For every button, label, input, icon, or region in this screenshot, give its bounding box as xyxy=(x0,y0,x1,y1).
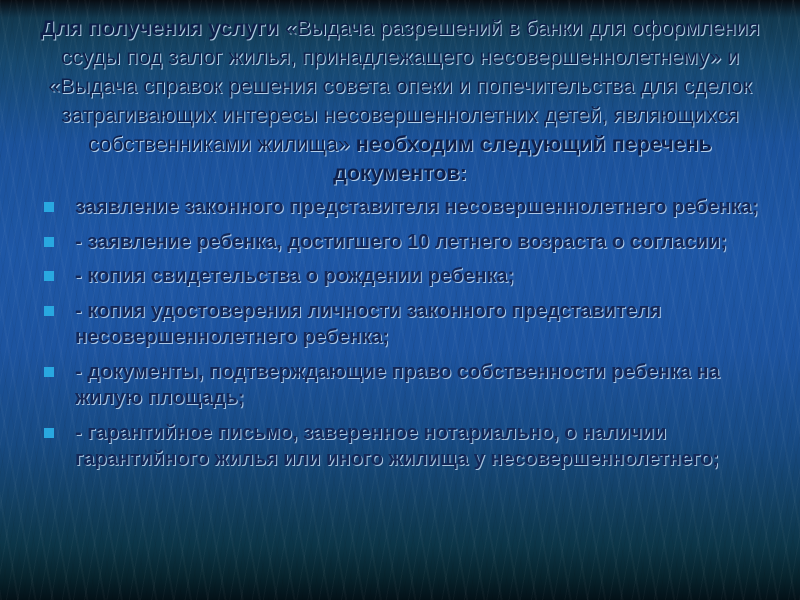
list-item-text: - копия удостоверения личности законного представителя несовершеннолетнего ребенка; xyxy=(75,299,662,348)
title-segment-quoted-services: «Выдача разрешений в банки для оформления ссуды под залог жилья, принадлежащего несовершеннолетнему» и «Выдача справок решения совета опеки и попечительства для сделок затрагивающих интересы несовершеннолетних детей, являющихся собственниками жилища» xyxy=(48,16,760,156)
list-item-text: - копия свидетельства о рождении ребенка; xyxy=(75,265,515,287)
list-item xyxy=(44,298,764,351)
bullet-square-icon xyxy=(44,428,54,438)
list-item-text: - заявление ребенка, достигшего 10 летнего возраста о согласии; xyxy=(75,230,727,253)
list-item xyxy=(44,420,764,473)
list-item-text: заявление законного представителя несовершеннолетнего ребенка; xyxy=(75,196,759,218)
slide-title xyxy=(28,14,772,188)
list-item xyxy=(44,263,764,290)
bullet-square-icon xyxy=(44,237,54,247)
document-list xyxy=(0,194,800,473)
bullet-square-icon xyxy=(44,202,54,212)
list-item-text: - документы, подтверждающие право собственности ребенка на жилую площадь; xyxy=(75,360,720,409)
list-item xyxy=(44,229,764,256)
bullet-square-icon xyxy=(44,271,54,281)
bullet-square-icon xyxy=(44,367,54,377)
list-item xyxy=(44,359,764,412)
title-segment-tail-bold: необходим следующий перечень документов: xyxy=(333,132,712,185)
list-item-text: - гарантийное письмо, заверенное нотариально, о наличии гарантийного жилья или иного жилища у несовершеннолетнего; xyxy=(75,421,719,470)
title-segment-lead-bold: Для получения услуги xyxy=(40,16,285,40)
list-item xyxy=(44,194,764,221)
bullet-square-icon xyxy=(44,306,54,316)
